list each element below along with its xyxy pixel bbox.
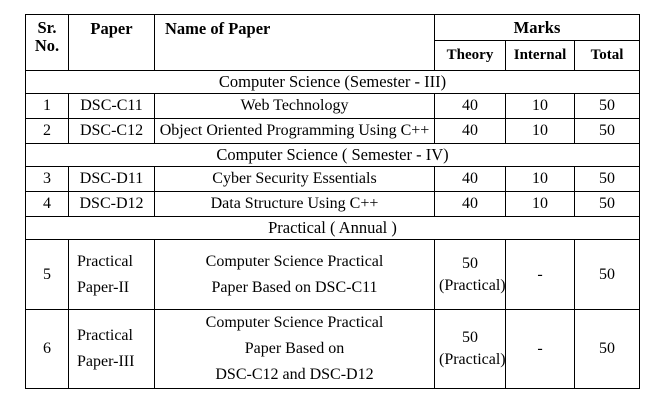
paper-cell: DSC-C11 xyxy=(69,94,155,119)
internal-cell: 10 xyxy=(506,94,575,119)
internal-cell: 10 xyxy=(506,167,575,192)
name-of-paper-header: Name of Paper xyxy=(155,15,435,71)
section-title: Computer Science (Semester - III) xyxy=(26,71,640,94)
theory-cell: 40 xyxy=(435,94,506,119)
table-row xyxy=(26,167,640,192)
paper-line-1: Practical xyxy=(77,252,133,270)
total-cell: 50 xyxy=(575,192,640,217)
sr-cell: 6 xyxy=(26,310,69,389)
section-title: Practical ( Annual ) xyxy=(26,217,640,240)
name-cell: Cyber Security Essentials xyxy=(155,167,435,192)
theory-note: (Practical) xyxy=(439,276,506,294)
header-row-1 xyxy=(26,15,640,41)
table-row xyxy=(26,192,640,217)
table-row xyxy=(26,119,640,144)
paper-line-1: Practical xyxy=(77,327,133,344)
theory-header: Theory xyxy=(435,41,506,71)
table-row xyxy=(26,240,640,310)
section-title: Computer Science ( Semester - IV) xyxy=(26,144,640,167)
total-cell: 50 xyxy=(575,119,640,144)
internal-cell: - xyxy=(506,240,575,310)
paper-cell: DSC-D11 xyxy=(69,167,155,192)
total-cell: 50 xyxy=(575,94,640,119)
theory-cell xyxy=(435,310,506,389)
name-cell xyxy=(155,310,435,389)
sr-cell: 2 xyxy=(26,119,69,144)
section-row-practical xyxy=(26,217,640,240)
total-cell: 50 xyxy=(575,310,640,389)
section-row-semester-3 xyxy=(26,71,640,94)
internal-cell: - xyxy=(506,310,575,389)
name-line-2: Paper Based on DSC-C11 xyxy=(211,278,378,296)
section-row-semester-4 xyxy=(26,144,640,167)
theory-value: 50 xyxy=(462,254,478,272)
theory-cell xyxy=(435,240,506,310)
paper-header: Paper xyxy=(69,15,155,71)
paper-cell xyxy=(69,240,155,310)
paper-cell: DSC-C12 xyxy=(69,119,155,144)
name-cell: Object Oriented Programming Using C++ xyxy=(155,119,435,144)
theory-value: 50 xyxy=(462,329,478,346)
syllabus-table xyxy=(25,14,640,389)
theory-cell: 40 xyxy=(435,167,506,192)
sr-no-line-2: No. xyxy=(34,36,60,55)
name-cell: Web Technology xyxy=(155,94,435,119)
sr-no-header xyxy=(26,15,69,71)
name-line-3: DSC-C12 and DSC-D12 xyxy=(215,366,374,383)
theory-note: (Practical) xyxy=(439,351,506,368)
table-row xyxy=(26,94,640,119)
sr-cell: 1 xyxy=(26,94,69,119)
sr-cell: 4 xyxy=(26,192,69,217)
paper-line-2: Paper-III xyxy=(77,353,135,370)
total-cell: 50 xyxy=(575,240,640,310)
paper-line-2: Paper-II xyxy=(77,278,130,296)
marks-header: Marks xyxy=(435,15,640,41)
internal-cell: 10 xyxy=(506,119,575,144)
name-line-1: Computer Science Practical xyxy=(205,252,384,270)
name-cell: Data Structure Using C++ xyxy=(155,192,435,217)
paper-cell: DSC-D12 xyxy=(69,192,155,217)
total-cell: 50 xyxy=(575,167,640,192)
theory-cell: 40 xyxy=(435,192,506,217)
theory-cell: 40 xyxy=(435,119,506,144)
total-header: Total xyxy=(575,41,640,71)
name-cell xyxy=(155,240,435,310)
name-line-1: Computer Science Practical xyxy=(205,314,384,331)
name-line-2: Paper Based on xyxy=(244,340,345,357)
sr-no-line-1: Sr. xyxy=(37,18,57,37)
internal-header: Internal xyxy=(506,41,575,71)
table-row xyxy=(26,310,640,389)
paper-cell xyxy=(69,310,155,389)
internal-cell: 10 xyxy=(506,192,575,217)
sr-cell: 5 xyxy=(26,240,69,310)
sr-cell: 3 xyxy=(26,167,69,192)
